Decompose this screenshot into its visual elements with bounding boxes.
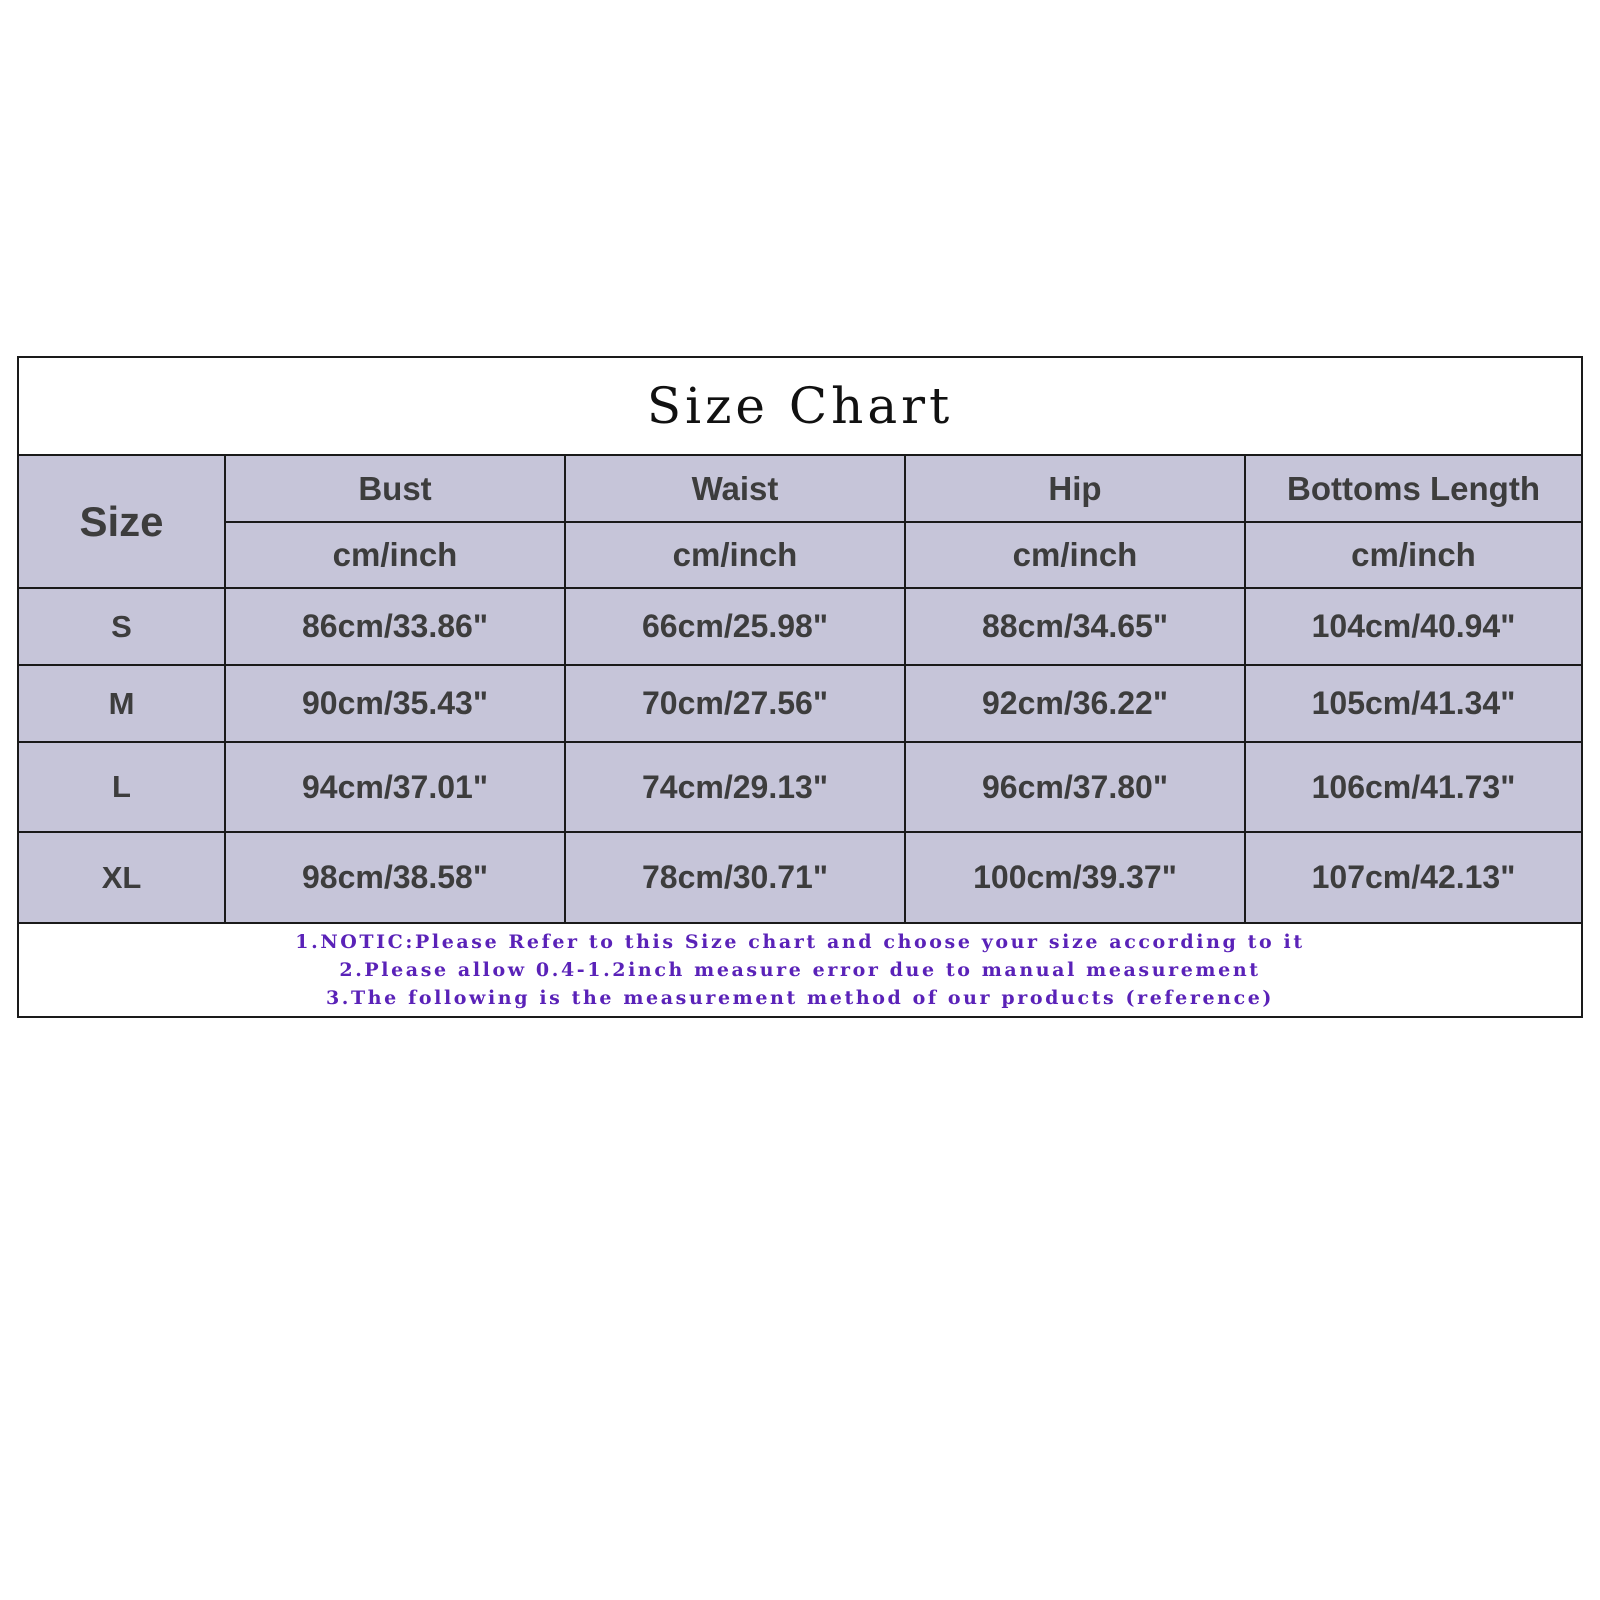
table-unit-row <box>19 522 1581 588</box>
table-row <box>19 665 1581 742</box>
bust-value: 90cm/35.43" <box>225 665 565 742</box>
waist-value: 78cm/30.71" <box>565 832 905 922</box>
table-row <box>19 742 1581 832</box>
unit-label: cm/inch <box>225 522 565 588</box>
notes-section <box>19 922 1581 1016</box>
size-label: M <box>19 665 225 742</box>
table-header-row <box>19 456 1581 522</box>
column-header-bust: Bust <box>225 456 565 522</box>
size-table <box>19 456 1581 922</box>
size-label: XL <box>19 832 225 922</box>
hip-value: 88cm/34.65" <box>905 588 1245 665</box>
column-header-hip: Hip <box>905 456 1245 522</box>
size-column-header: Size <box>19 456 225 588</box>
size-label: S <box>19 588 225 665</box>
hip-value: 96cm/37.80" <box>905 742 1245 832</box>
bottoms-length-value: 104cm/40.94" <box>1245 588 1581 665</box>
hip-value: 100cm/39.37" <box>905 832 1245 922</box>
unit-label: cm/inch <box>565 522 905 588</box>
bottoms-length-value: 106cm/41.73" <box>1245 742 1581 832</box>
bust-value: 94cm/37.01" <box>225 742 565 832</box>
bust-value: 86cm/33.86" <box>225 588 565 665</box>
size-chart <box>17 356 1583 1018</box>
bottoms-length-value: 107cm/42.13" <box>1245 832 1581 922</box>
size-label: L <box>19 742 225 832</box>
column-header-bottoms-length: Bottoms Length <box>1245 456 1581 522</box>
column-header-waist: Waist <box>565 456 905 522</box>
unit-label: cm/inch <box>905 522 1245 588</box>
waist-value: 70cm/27.56" <box>565 665 905 742</box>
chart-title: Size Chart <box>19 358 1581 456</box>
bust-value: 98cm/38.58" <box>225 832 565 922</box>
waist-value: 66cm/25.98" <box>565 588 905 665</box>
waist-value: 74cm/29.13" <box>565 742 905 832</box>
table-row <box>19 588 1581 665</box>
hip-value: 92cm/36.22" <box>905 665 1245 742</box>
note-line: 2.Please allow 0.4-1.2inch measure error due to manual measurement <box>339 959 1261 981</box>
table-row <box>19 832 1581 922</box>
note-line: 3.The following is the measurement method of our products (reference) <box>325 987 1275 1009</box>
unit-label: cm/inch <box>1245 522 1581 588</box>
note-line: 1.NOTIC:Please Refer to this Size chart and choose your size according to it <box>295 931 1305 953</box>
bottoms-length-value: 105cm/41.34" <box>1245 665 1581 742</box>
